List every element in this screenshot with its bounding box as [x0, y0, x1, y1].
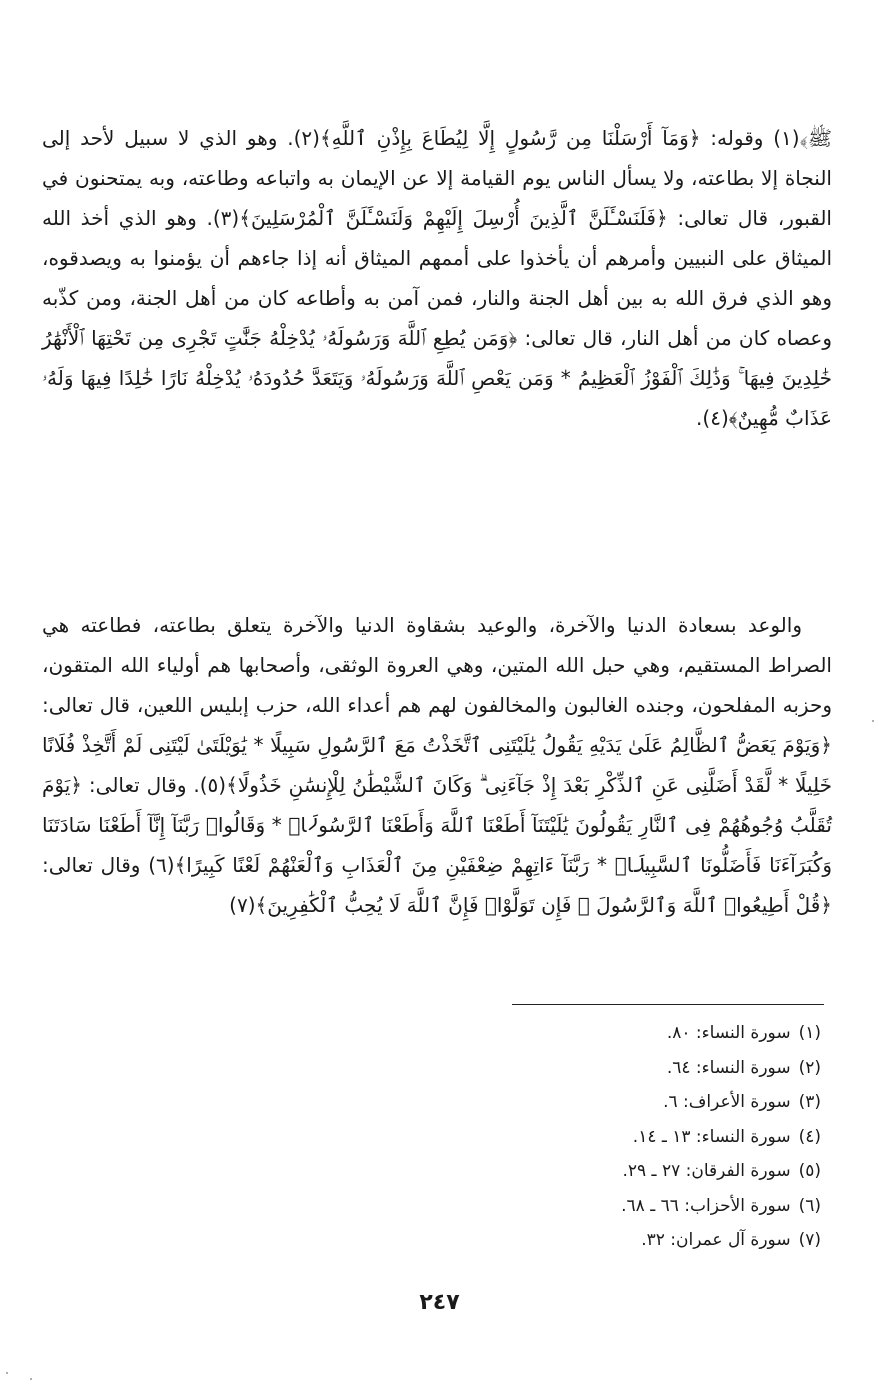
footnotes-list [421, 1016, 821, 1258]
footnote-number: (١) [798, 1023, 821, 1043]
footnote-item [421, 1016, 821, 1051]
footnote-text: سورة الفرقان: ٢٧ ـ ٢٩. [622, 1161, 791, 1181]
footnote-number: (٥) [798, 1161, 821, 1181]
scan-speck [30, 1378, 32, 1380]
footnote-text: سورة آل عمران: ٣٢. [641, 1230, 791, 1250]
footnote-item [421, 1120, 821, 1155]
footnote-text: سورة الأحزاب: ٦٦ ـ ٦٨. [621, 1195, 791, 1216]
page-number: ٢٤٧ [419, 1290, 460, 1315]
footnote-item [421, 1223, 821, 1258]
footnote-item [421, 1189, 821, 1224]
footnote-number: (٧) [798, 1230, 821, 1250]
footnote-item [421, 1085, 821, 1120]
paragraph-2: والوعد بسعادة الدنيا والآخرة، والوعيد بشقاوة الدنيا والآخرة يتعلق بطاعته، فطاعته هي الصراط المستقيم، وهي حبل الله المتين، وهي العروة الوثقى، وأصحابها هم أولياء الله المتقون، وحزبه المفلحون، وجنده الغالبون والمخالفون لهم هم أعداء الله، حزب إبليس اللعين، قال تعالى: ﴿وَيَوْمَ يَعَضُّ ٱلظَّالِمُ عَلَىٰ يَدَيْهِ يَقُولُ يَٰلَيْتَنِى ٱتَّخَذْتُ مَعَ ٱلرَّسُولِ سَبِيلًا * يَٰوَيْلَتَىٰ لَيْتَنِى لَمْ أَتَّخِذْ فُلَانًا خَلِيلًا * لَّقَدْ أَضَلَّنِى عَنِ ٱلذِّكْرِ بَعْدَ إِذْ جَآءَنِى ۗ وَكَانَ ٱلشَّيْطَٰنُ لِلْإِنسَٰنِ خَذُولًا﴾(٥). وقال تعالى: ﴿يَوْمَ تُقَلَّبُ وُجُوهُهُمْ فِى ٱلنَّارِ يَقُولُونَ يَٰلَيْتَنَآ أَطَعْنَا ٱللَّهَ وَأَطَعْنَا ٱلرَّسُولَا۠ * وَقَالُوا۟ رَبَّنَآ إِنَّآ أَطَعْنَا سَادَتَنَا وَكُبَرَآءَنَا فَأَضَلُّونَا ٱلسَّبِيلَا۠ * رَبَّنَآ ءَاتِهِمْ ضِعْفَيْنِ مِنَ ٱلْعَذَابِ وَٱلْعَنْهُمْ لَعْنًا كَبِيرًا﴾(٦) وقال تعالى: ﴿قُلْ أَطِيعُوا۟ ٱللَّهَ وَٱلرَّسُولَ ۖ فَإِن تَوَلَّوْا۟ فَإِنَّ ٱللَّهَ لَا يُحِبُّ ٱلْكَٰفِرِينَ﴾(٧) [42, 613, 832, 917]
paragraph-1: ﷺ﴾(١) وقوله: ﴿وَمَآ أَرْسَلْنَا مِن رَّسُولٍ إِلَّا لِيُطَاعَ بِإِذْنِ ٱللَّهِ﴾(٢). وهو الذي لا سبيل لأحد إلى النجاة إلا بطاعته، ولا يسأل الناس يوم القيامة إلا عن الإيمان به واتباعه وطاعته، وبه يمتحنون في القبور، قال تعالى: ﴿فَلَنَسْـَٔلَنَّ ٱلَّذِينَ أُرْسِلَ إِلَيْهِمْ وَلَنَسْـَٔلَنَّ ٱلْمُرْسَلِينَ﴾(٣). وهو الذي أخذ الله الميثاق على النبيين وأمرهم أن يأخذوا على أممهم الميثاق أنه إذا جاءهم أن يؤمنوا به ويصدقوه، وهو الذي فرق الله به بين أهل الجنة والنار، فمن آمن به وأطاعه كان من أهل الجنة، ومن كذّبه وعصاه كان من أهل النار، قال تعالى: ﴿وَمَن يُطِعِ ٱللَّهَ وَرَسُولَهُۥ يُدْخِلْهُ جَنَّٰتٍ تَجْرِى مِن تَحْتِهَا ٱلْأَنْهَٰرُ خَٰلِدِينَ فِيهَا ۚ وَذَٰلِكَ ٱلْفَوْزُ ٱلْعَظِيمُ * وَمَن يَعْصِ ٱللَّهَ وَرَسُولَهُۥ وَيَتَعَدَّ حُدُودَهُۥ يُدْخِلْهُ نَارًا خَٰلِدًا فِيهَا وَلَهُۥ عَذَابٌ مُّهِينٌ﴾(٤). [42, 126, 832, 430]
footnote-number: (٣) [798, 1092, 821, 1112]
scan-speck [6, 1372, 8, 1374]
scan-speck [872, 720, 874, 722]
footnote-separator [512, 1004, 824, 1005]
footnote-text: سورة النساء: ٨٠. [666, 1023, 791, 1043]
footnote-text: سورة الأعراف: ٦. [663, 1092, 791, 1112]
footnote-number: (٤) [798, 1126, 821, 1147]
footnote-item [421, 1051, 821, 1086]
footnote-number: (٦) [798, 1195, 821, 1216]
footnote-number: (٢) [798, 1057, 821, 1078]
footnote-item [421, 1154, 821, 1189]
footnote-text: سورة النساء: ١٣ ـ ١٤. [632, 1126, 791, 1147]
footnote-text: سورة النساء: ٦٤. [666, 1057, 791, 1078]
